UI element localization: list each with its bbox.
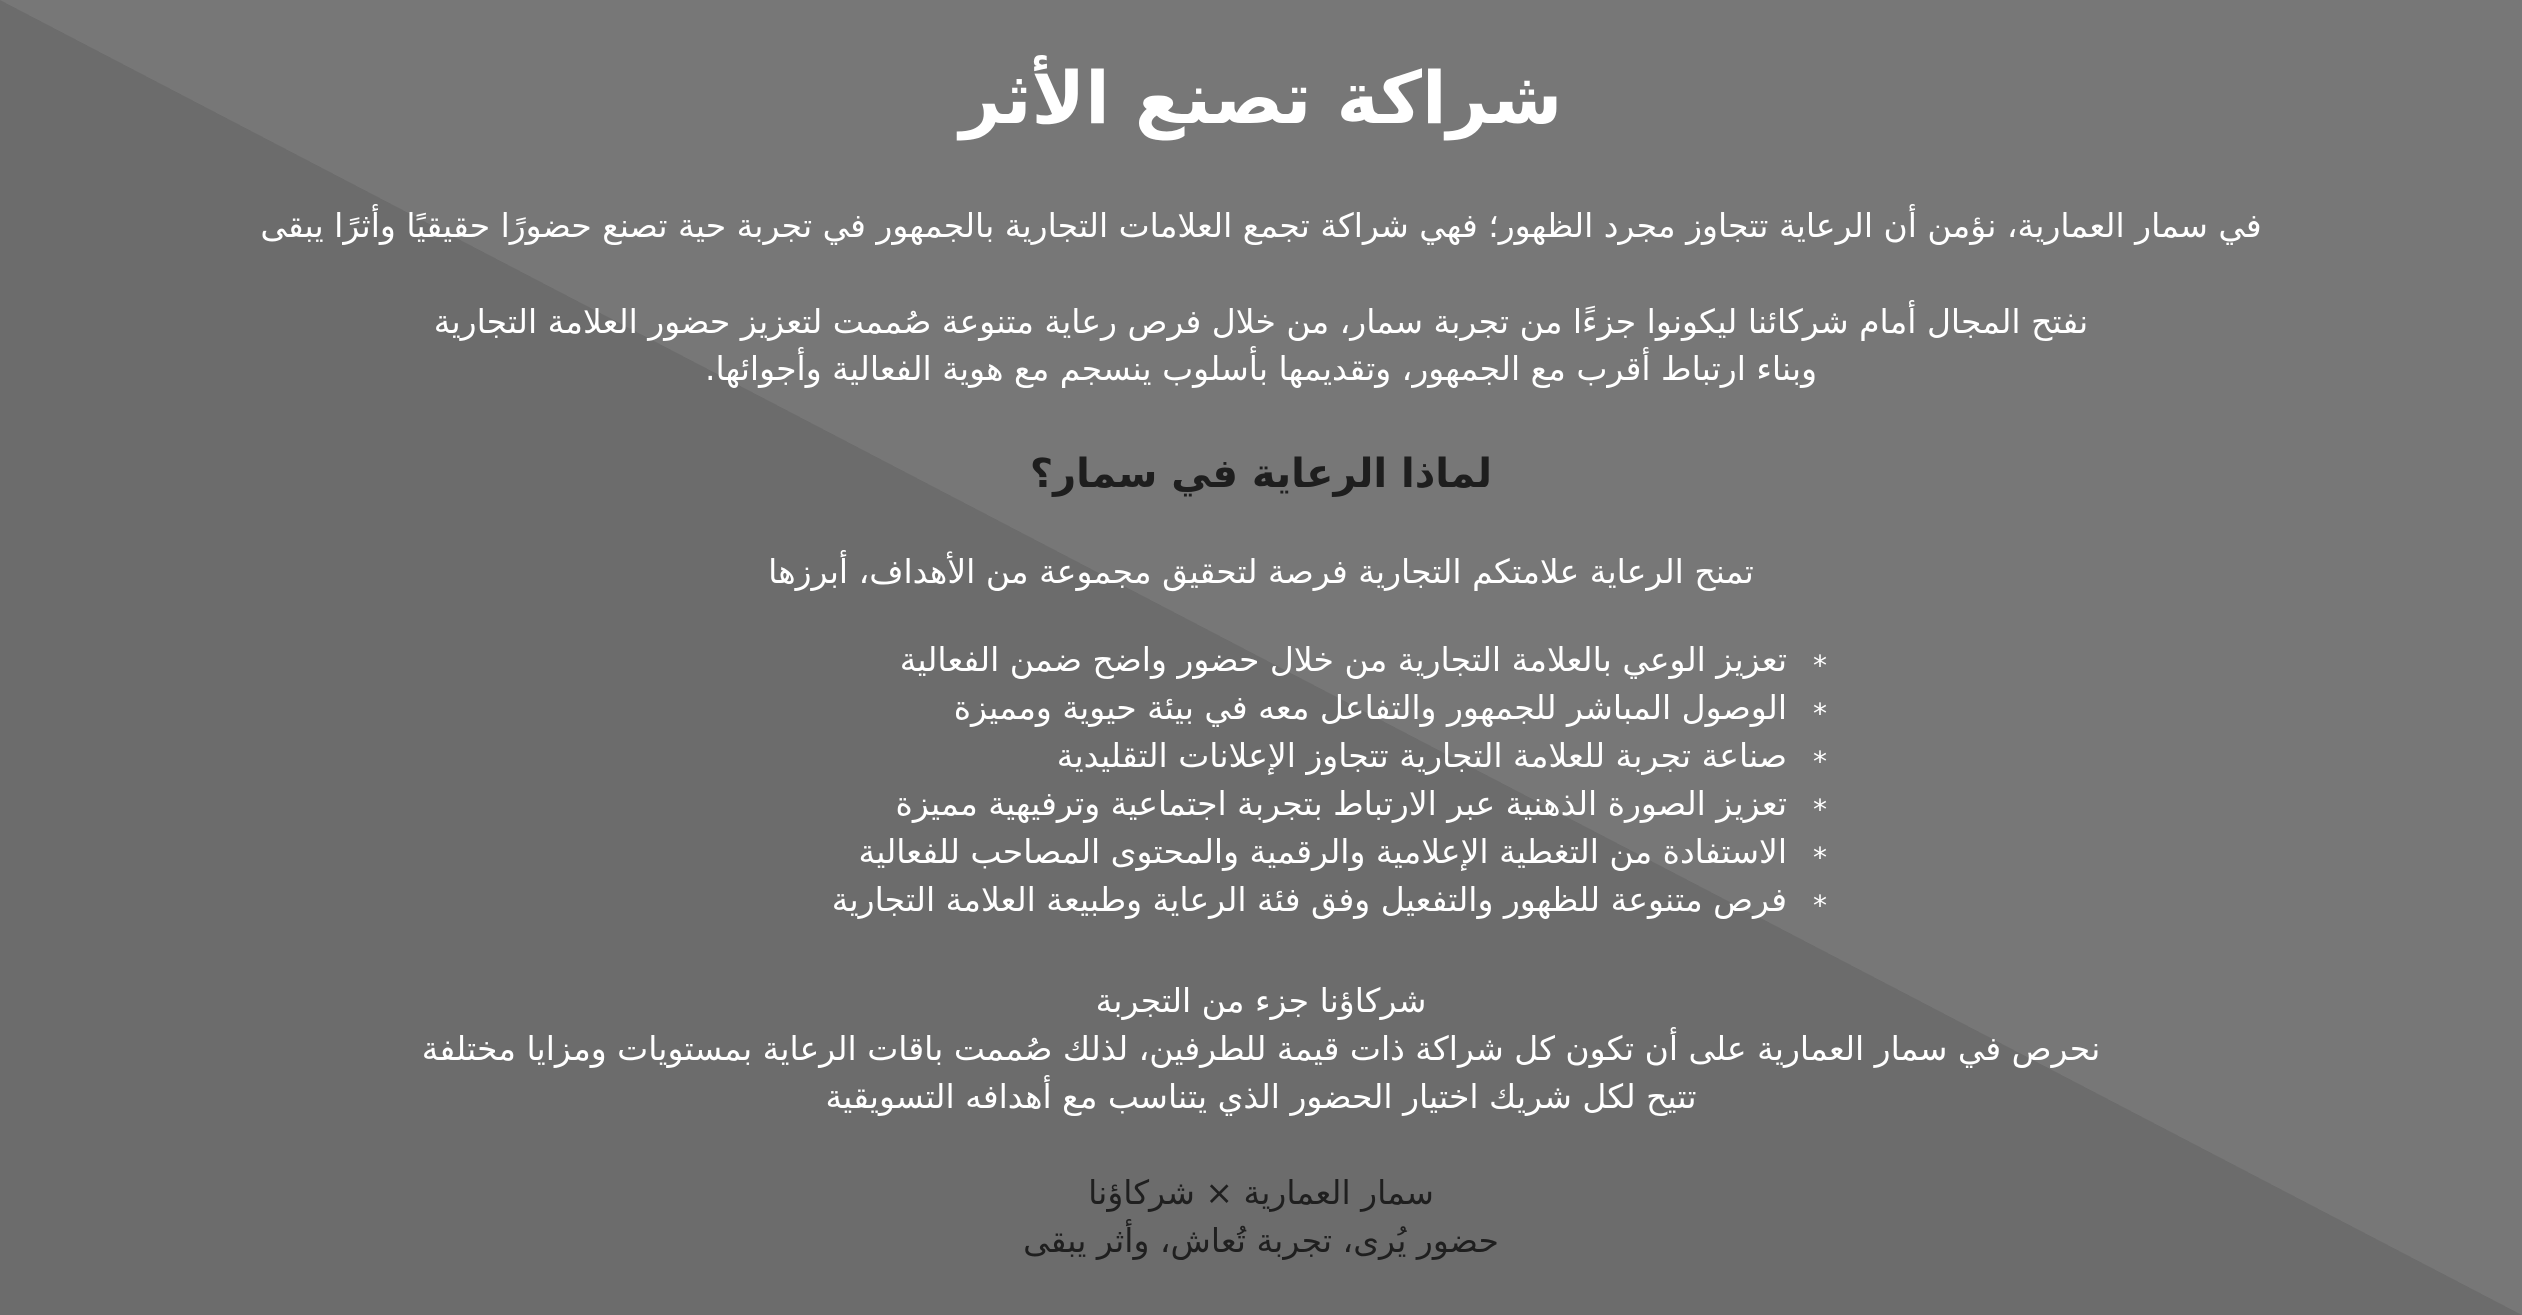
benefit-item: * تعزيز الوعي بالعلامة التجارية من خلال حضور واضح ضمن الفعالية bbox=[832, 636, 1827, 684]
page-title: شراكة تصنع الأثر bbox=[959, 56, 1563, 140]
benefit-item: * فرص متنوعة للظهور والتفعيل وفق فئة الرعاية وطبيعة العلامة التجارية bbox=[832, 876, 1827, 924]
partners-line-2: تتيح لكل شريك اختيار الحضور الذي يتناسب مع أهدافه التسويقية bbox=[825, 1077, 1697, 1116]
benefit-item: * تعزيز الصورة الذهنية عبر الارتباط بتجربة اجتماعية وترفيهية مميزة bbox=[832, 780, 1827, 828]
benefit-item: * الاستفادة من التغطية الإعلامية والرقمية والمحتوى المصاحب للفعالية bbox=[832, 828, 1827, 876]
benefits-list bbox=[832, 636, 1827, 924]
asterisk-bullet-icon: * bbox=[1813, 697, 1827, 730]
open-field-line-1: نفتح المجال أمام شركائنا ليكونوا جزءًا من تجربة سمار، من خلال فرص رعاية متنوعة صُممت لتعزيز حضور العلامة التجارية bbox=[433, 302, 2089, 341]
why-intro: تمنح الرعاية علامتكم التجارية فرصة لتحقيق مجموعة من الأهداف، أبرزها bbox=[768, 552, 1754, 591]
why-heading: لماذا الرعاية في سمار؟ bbox=[1029, 451, 1493, 497]
partners-heading: شركاؤنا جزء من التجربة bbox=[1095, 981, 1427, 1020]
intro-paragraph: في سمار العمارية، نؤمن أن الرعاية تتجاوز مجرد الظهور؛ فهي شراكة تجمع العلامات التجارية بالجمهور في تجربة حية تصنع حضورًا حقيقيًا وأثرًا يبقى bbox=[260, 206, 2262, 245]
asterisk-bullet-icon: * bbox=[1813, 745, 1827, 778]
closing-line-1: سمار العمارية × شركاؤنا bbox=[1088, 1173, 1434, 1212]
asterisk-bullet-icon: * bbox=[1813, 793, 1827, 826]
benefit-item: * صناعة تجربة للعلامة التجارية تتجاوز الإعلانات التقليدية bbox=[832, 732, 1827, 780]
asterisk-bullet-icon: * bbox=[1813, 649, 1827, 682]
closing-tagline: حضور يُرى، تجربة تُعاش، وأثر يبقى bbox=[1023, 1221, 1499, 1260]
benefit-item: * الوصول المباشر للجمهور والتفاعل معه في بيئة حيوية ومميزة bbox=[832, 684, 1827, 732]
asterisk-bullet-icon: * bbox=[1813, 841, 1827, 874]
partners-line-1: نحرص في سمار العمارية على أن تكون كل شراكة ذات قيمة للطرفين، لذلك صُممت باقات الرعاية بمستويات ومزايا مختلفة bbox=[421, 1029, 2101, 1068]
asterisk-bullet-icon: * bbox=[1813, 889, 1827, 922]
open-field-line-2: وبناء ارتباط أقرب مع الجمهور، وتقديمها بأسلوب ينسجم مع هوية الفعالية وأجوائها. bbox=[704, 349, 1818, 388]
